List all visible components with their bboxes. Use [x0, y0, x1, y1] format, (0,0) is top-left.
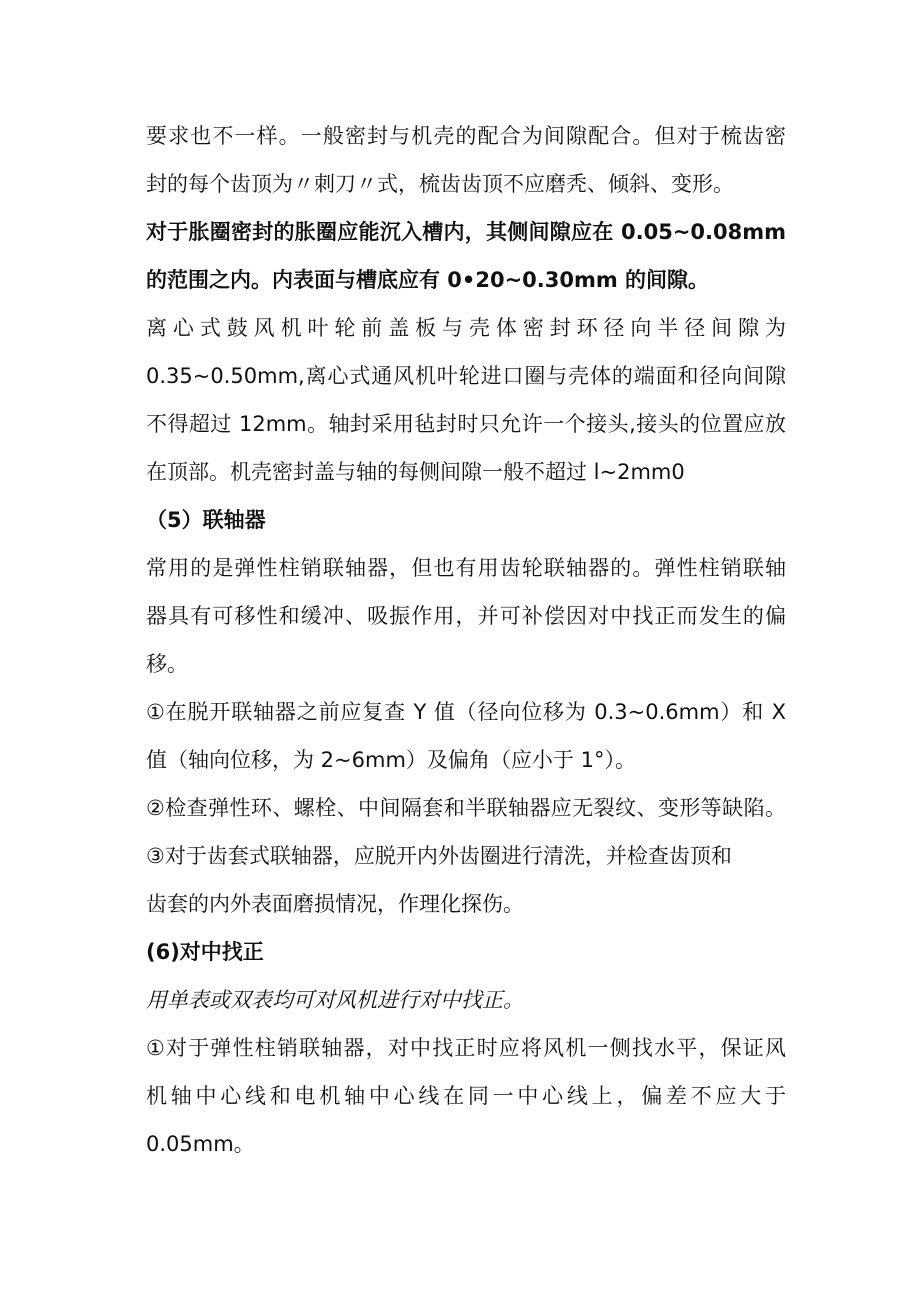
- list-item-line: 机轴中心线和电机轴中心线在同一中心线上，偏差不应大于: [146, 1084, 786, 1108]
- paragraph-line: 0.35~0.50mm,离心式通风机叶轮进口圈与壳体的端面和径向间隙: [146, 364, 786, 388]
- list-item-line: ③对于齿套式联轴器，应脱开内外齿圈进行清洗，并检查齿顶和: [146, 844, 732, 868]
- paragraph-line: 常用的是弹性柱销联轴器，但也有用齿轮联轴器的。弹性柱销联轴: [146, 556, 786, 580]
- paragraph-line: 移。: [146, 652, 188, 676]
- paragraph-line: 封的每个齿顶为〃刺刀〃式，梳齿齿顶不应磨秃、倾斜、变形。: [146, 172, 734, 196]
- list-item-line: 齿套的内外表面磨损情况，作理化探伤。: [146, 892, 524, 916]
- list-item-line: ②检查弹性环、螺栓、中间隔套和半联轴器应无裂纹、变形等缺陷。: [146, 796, 786, 820]
- paragraph-line: 器具有可移性和缓冲、吸振作用，并可补偿因对中找正而发生的偏: [146, 604, 786, 628]
- bold-paragraph-line: 对于胀圈密封的胀圈应能沉入槽内，其侧间隙应在 0.05~0.08mm: [146, 220, 786, 244]
- list-item-line: ①对于弹性柱销联轴器，对中找正时应将风机一侧找水平，保证风: [146, 1036, 786, 1060]
- bold-paragraph-line: 的范围之内。内表面与槽底应有 0•20~0.30mm 的间隙。: [146, 268, 710, 292]
- italic-paragraph-line: 用单表或双表均可对风机进行对中找正。: [146, 988, 524, 1012]
- section-heading-6: (6)对中找正: [146, 940, 264, 964]
- section-heading-5: （5）联轴器: [146, 508, 266, 532]
- list-item-line: 0.05mm。: [146, 1132, 255, 1156]
- paragraph-line: 要求也不一样。一般密封与机壳的配合为间隙配合。但对于梳齿密: [146, 124, 786, 148]
- paragraph-line: 在顶部。机壳密封盖与轴的每侧间隙一般不超过 l~2mm0: [146, 460, 685, 484]
- list-item-line: 值（轴向位移，为 2~6mm）及偏角（应小于 1°）。: [146, 748, 636, 772]
- paragraph-line: 离心式鼓风机叶轮前盖板与壳体密封环径向半径间隙为: [146, 316, 786, 340]
- paragraph-line: 不得超过 12mm。轴封采用毡封时只允许一个接头,接头的位置应放: [146, 412, 786, 436]
- list-item-line: ①在脱开联轴器之前应复查 Y 值（径向位移为 0.3~0.6mm）和 X: [146, 700, 786, 724]
